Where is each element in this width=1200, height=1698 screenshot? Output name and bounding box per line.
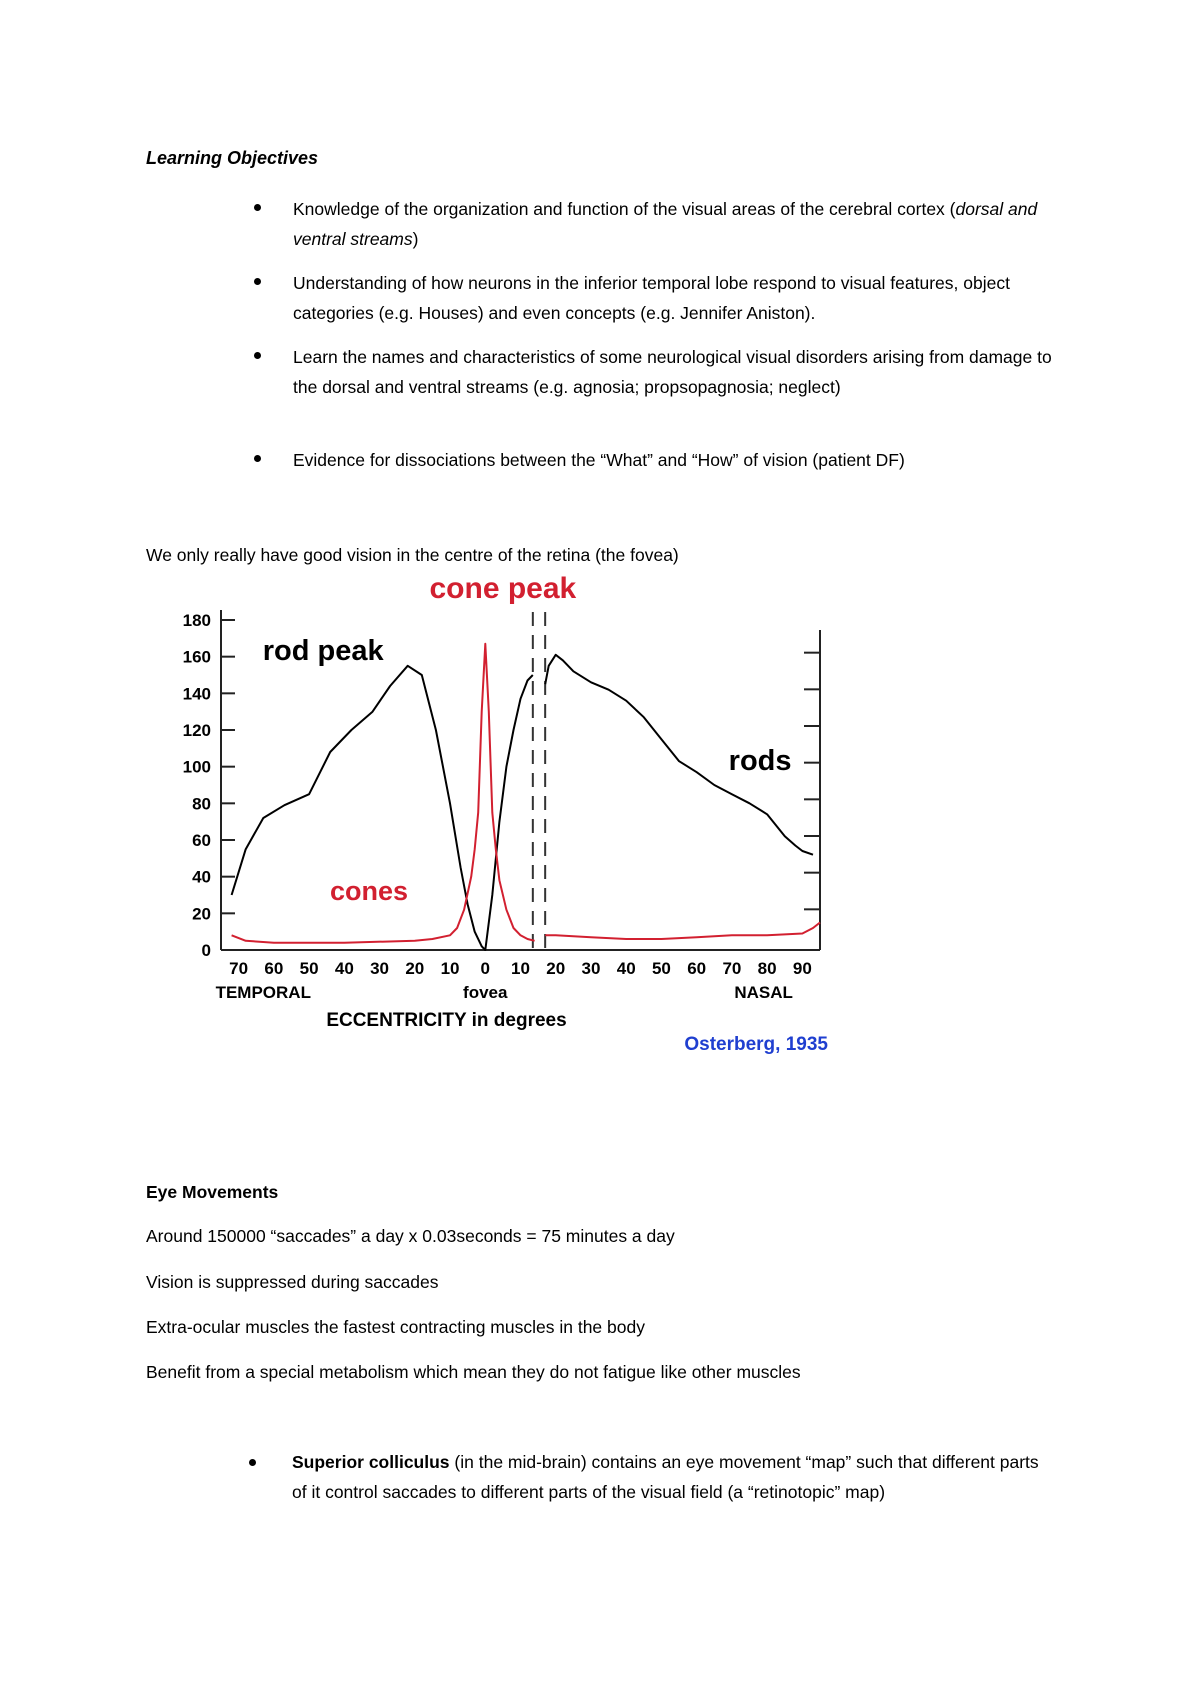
cones-series-line bbox=[545, 923, 820, 940]
objective-text bbox=[293, 194, 1073, 254]
rod-cone-density-chart bbox=[175, 572, 835, 1090]
x-axis-label: ECCENTRICITY in degrees bbox=[326, 1010, 567, 1031]
chart-annotation: rods bbox=[728, 745, 792, 777]
y-tick-label: 140 bbox=[182, 684, 211, 704]
chart-annotation: cones bbox=[329, 876, 409, 906]
y-tick-label: 120 bbox=[182, 721, 211, 740]
bullet-icon bbox=[254, 204, 261, 211]
superior-colliculus-text: (in the mid-brain) contains an eye movement “map” such that different parts of it control saccades to different parts of the visual field (a “retinotopic” map) bbox=[292, 1452, 1039, 1502]
objective-text bbox=[293, 342, 1073, 402]
eye-movements-line-3: Extra-ocular muscles the fastest contracting muscles in the body bbox=[146, 1317, 645, 1337]
x-tick-label: 60 bbox=[264, 959, 284, 978]
x-tick-label: 30 bbox=[370, 959, 390, 978]
x-tick-label: 60 bbox=[687, 959, 707, 978]
learning-objectives-heading: Learning Objectives bbox=[146, 148, 319, 168]
objective-text-end: ) bbox=[412, 229, 419, 249]
fovea-note: We only really have good vision in the centre of the retina (the fovea) bbox=[146, 545, 679, 565]
x-tick-label: 70 bbox=[229, 959, 249, 978]
x-region-label: TEMPORAL bbox=[215, 983, 311, 1002]
y-tick-label: 20 bbox=[192, 904, 211, 924]
bullet-icon bbox=[254, 278, 261, 285]
bullet-icon bbox=[249, 1459, 256, 1466]
x-tick-label: 0 bbox=[480, 959, 490, 978]
y-tick-label: 180 bbox=[182, 611, 211, 630]
objective-text bbox=[293, 445, 1073, 475]
y-tick-label: 160 bbox=[182, 647, 211, 667]
superior-colliculus-term: Superior colliculus bbox=[292, 1452, 450, 1472]
bullet-icon bbox=[254, 455, 261, 462]
x-tick-label: 40 bbox=[334, 959, 354, 978]
x-tick-label: 80 bbox=[757, 959, 777, 978]
eye-movements-line-2: Vision is suppressed during saccades bbox=[146, 1272, 439, 1292]
bullet-icon bbox=[254, 352, 261, 359]
objective-text-part: Knowledge of the organization and function of the visual areas of the cerebral cortex ( bbox=[293, 199, 956, 219]
x-region-label: NASAL bbox=[734, 983, 793, 1002]
x-tick-label: 10 bbox=[440, 959, 460, 978]
objective-italic: dorsal and ventral streams bbox=[293, 199, 1038, 249]
chart-source: Osterberg, 1935 bbox=[684, 1034, 828, 1055]
objective-text bbox=[293, 268, 1073, 328]
y-tick-label: 100 bbox=[182, 757, 211, 777]
x-region-label: fovea bbox=[463, 983, 508, 1002]
x-tick-label: 40 bbox=[616, 959, 636, 978]
y-tick-label: 40 bbox=[192, 867, 211, 887]
eye-movements-line-4: Benefit from a special metabolism which mean they do not fatigue like other muscles bbox=[146, 1362, 801, 1382]
x-tick-label: 50 bbox=[299, 959, 319, 978]
objective-text-part: Understanding of how neurons in the inferior temporal lobe respond to visual features, object categories (e.g. Houses) and even concepts (e.g. Jennifer Aniston). bbox=[293, 273, 1010, 323]
objective-text-part: Learn the names and characteristics of some neurological visual disorders arising from damage to the dorsal and ventral streams (e.g. agnosia; propsopagnosia; neglect) bbox=[293, 347, 1052, 397]
objective-text-part: Evidence for dissociations between the “What” and “How” of vision (patient DF) bbox=[293, 450, 905, 470]
chart-annotation: rod peak bbox=[262, 635, 384, 667]
y-tick-label: 80 bbox=[192, 794, 211, 814]
x-tick-label: 50 bbox=[651, 959, 671, 978]
x-tick-label: 90 bbox=[792, 959, 812, 978]
y-tick-label: 0 bbox=[201, 941, 211, 960]
rods-series-line bbox=[232, 666, 533, 950]
chart-annotation: cone peak bbox=[429, 572, 577, 605]
x-tick-label: 30 bbox=[581, 959, 601, 978]
x-tick-label: 20 bbox=[546, 959, 566, 978]
superior-colliculus-list bbox=[146, 1447, 1076, 1507]
list-item bbox=[146, 1447, 1076, 1507]
x-tick-label: 10 bbox=[511, 959, 530, 978]
y-tick-label: 60 bbox=[192, 831, 211, 850]
x-tick-label: 20 bbox=[405, 959, 425, 978]
eye-movements-heading: Eye Movements bbox=[146, 1182, 279, 1202]
x-tick-label: 70 bbox=[722, 959, 742, 978]
eye-movements-line-1: Around 150000 “saccades” a day x 0.03seconds = 75 minutes a day bbox=[146, 1226, 675, 1246]
